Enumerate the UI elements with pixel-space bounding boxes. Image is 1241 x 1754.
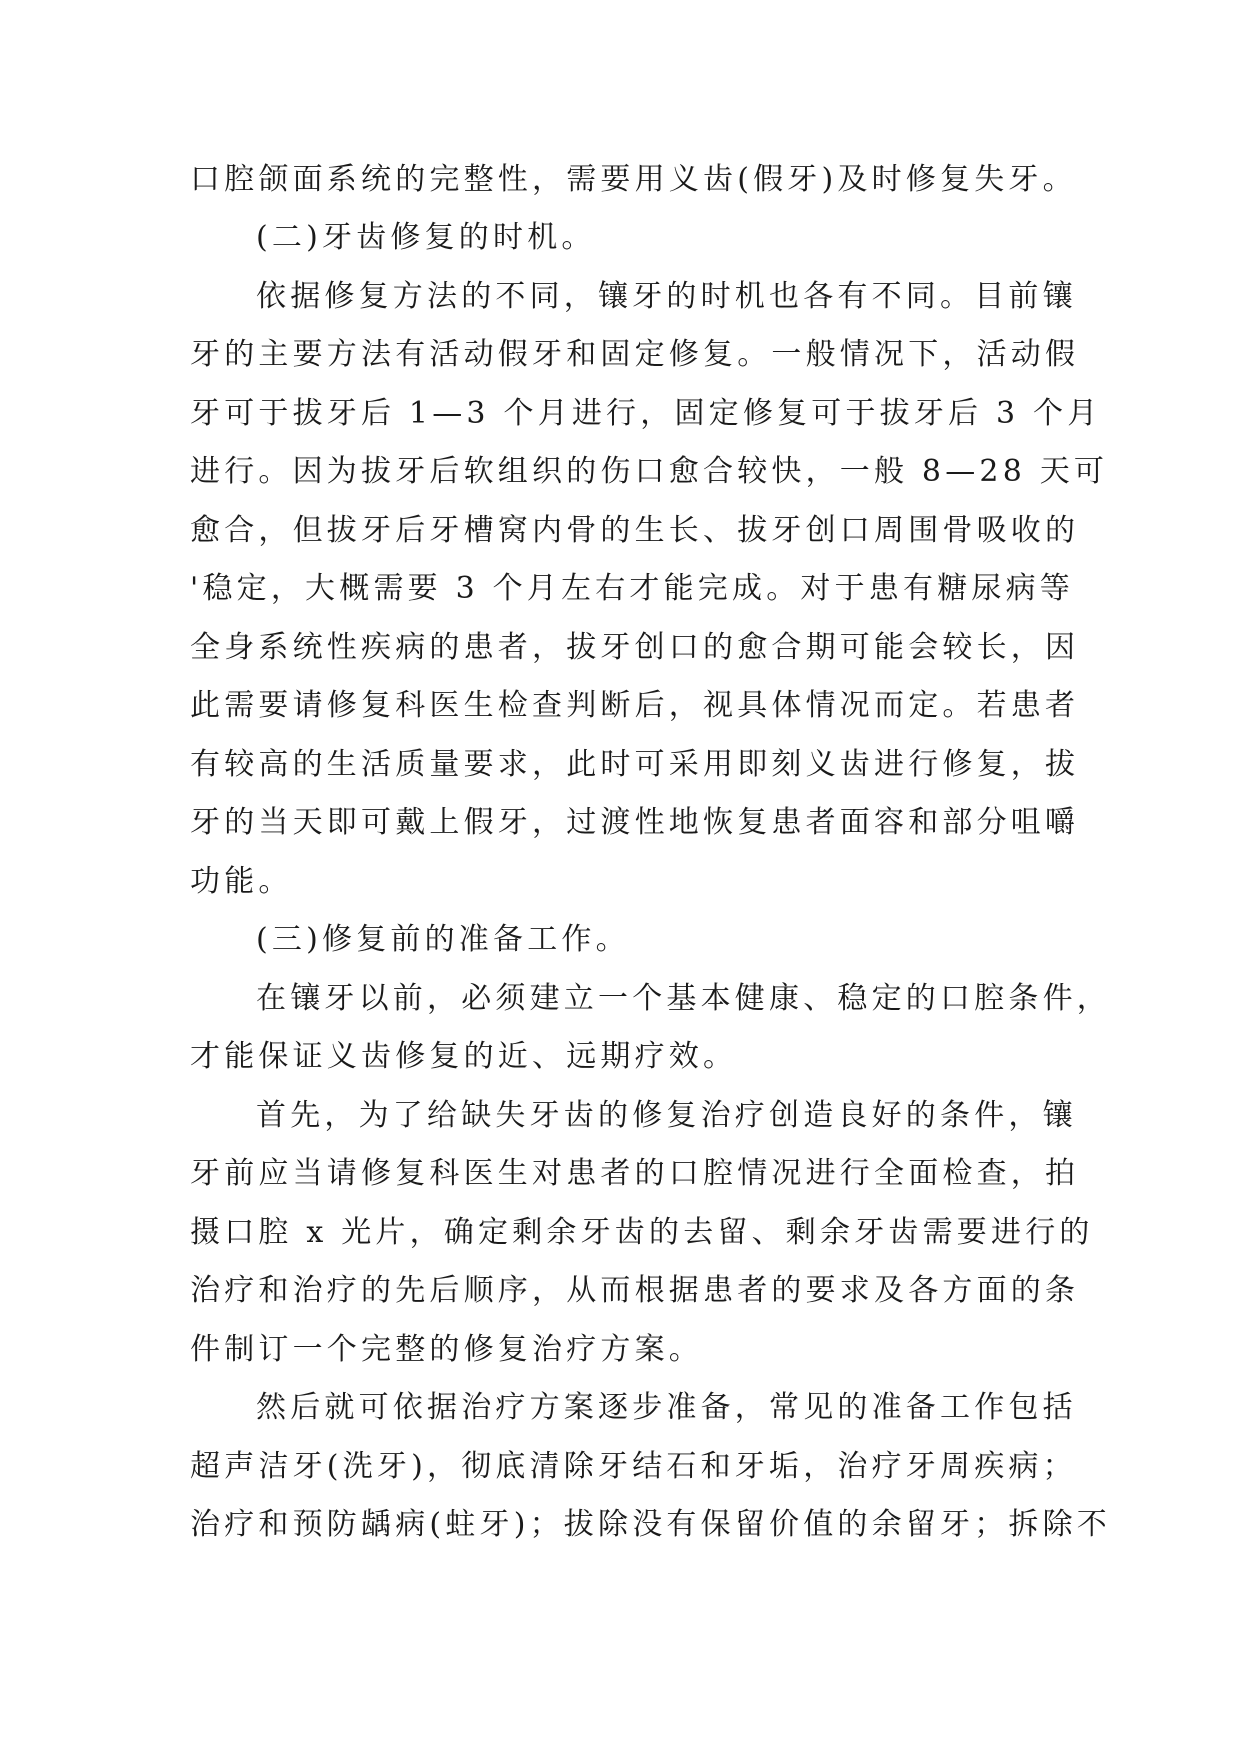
text-line: 治疗和治疗的先后顺序，从而根据患者的要求及各方面的条	[190, 1273, 1080, 1308]
text-line: 牙可于拔牙后 1—3 个月进行，固定修复可于拔牙后 3 个月	[190, 396, 1102, 431]
text-line: 牙的当天即可戴上假牙，过渡性地恢复患者面容和部分咀嚼	[190, 805, 1080, 840]
section-heading: (二)牙齿修复的时机。	[256, 220, 596, 255]
text-line: 治疗和预防龋病(蛀牙)；拔除没有保留价值的余留牙；拆除不	[190, 1507, 1112, 1542]
text-line: 在镶牙以前，必须建立一个基本健康、稳定的口腔条件，	[256, 981, 1111, 1016]
text-line: 件制订一个完整的修复治疗方案。	[190, 1332, 703, 1367]
text-line: 此需要请修复科医生检查判断后，视具体情况而定。若患者	[190, 688, 1080, 723]
text-line: 牙的主要方法有活动假牙和固定修复。一般情况下，活动假	[190, 337, 1080, 372]
text-line: 依据修复方法的不同，镶牙的时机也各有不同。目前镶	[256, 279, 1077, 314]
text-line: 然后就可依据治疗方案逐步准备，常见的准备工作包括	[256, 1390, 1077, 1425]
text-line: '稳定，大概需要 3 个月左右才能完成。对于患有糖尿病等	[190, 571, 1075, 606]
text-line: 牙前应当请修复科医生对患者的口腔情况进行全面检查，拍	[190, 1156, 1080, 1191]
text-line: 首先，为了给缺失牙齿的修复治疗创造良好的条件，镶	[256, 1098, 1077, 1133]
text-line: 超声洁牙(洗牙)，彻底清除牙结石和牙垢，治疗牙周疾病；	[190, 1449, 1077, 1484]
text-line: 进行。因为拔牙后软组织的伤口愈合较快，一般 8—28 天可	[190, 454, 1109, 489]
text-line: 口腔颌面系统的完整性，需要用义齿(假牙)及时修复失牙。	[190, 162, 1077, 197]
text-line: 摄口腔 x 光片，确定剩余牙齿的去留、剩余牙齿需要进行的	[190, 1215, 1094, 1250]
text-line: 愈合，但拔牙后牙槽窝内骨的生长、拔牙创口周围骨吸收的	[190, 513, 1080, 548]
text-line: 功能。	[190, 864, 293, 899]
text-line: 才能保证义齿修复的近、远期疗效。	[190, 1039, 738, 1074]
section-heading: (三)修复前的准备工作。	[256, 922, 630, 957]
text-line: 有较高的生活质量要求，此时可采用即刻义齿进行修复，拔	[190, 747, 1080, 782]
text-line: 全身系统性疾病的患者，拔牙创口的愈合期可能会较长，因	[190, 630, 1080, 665]
